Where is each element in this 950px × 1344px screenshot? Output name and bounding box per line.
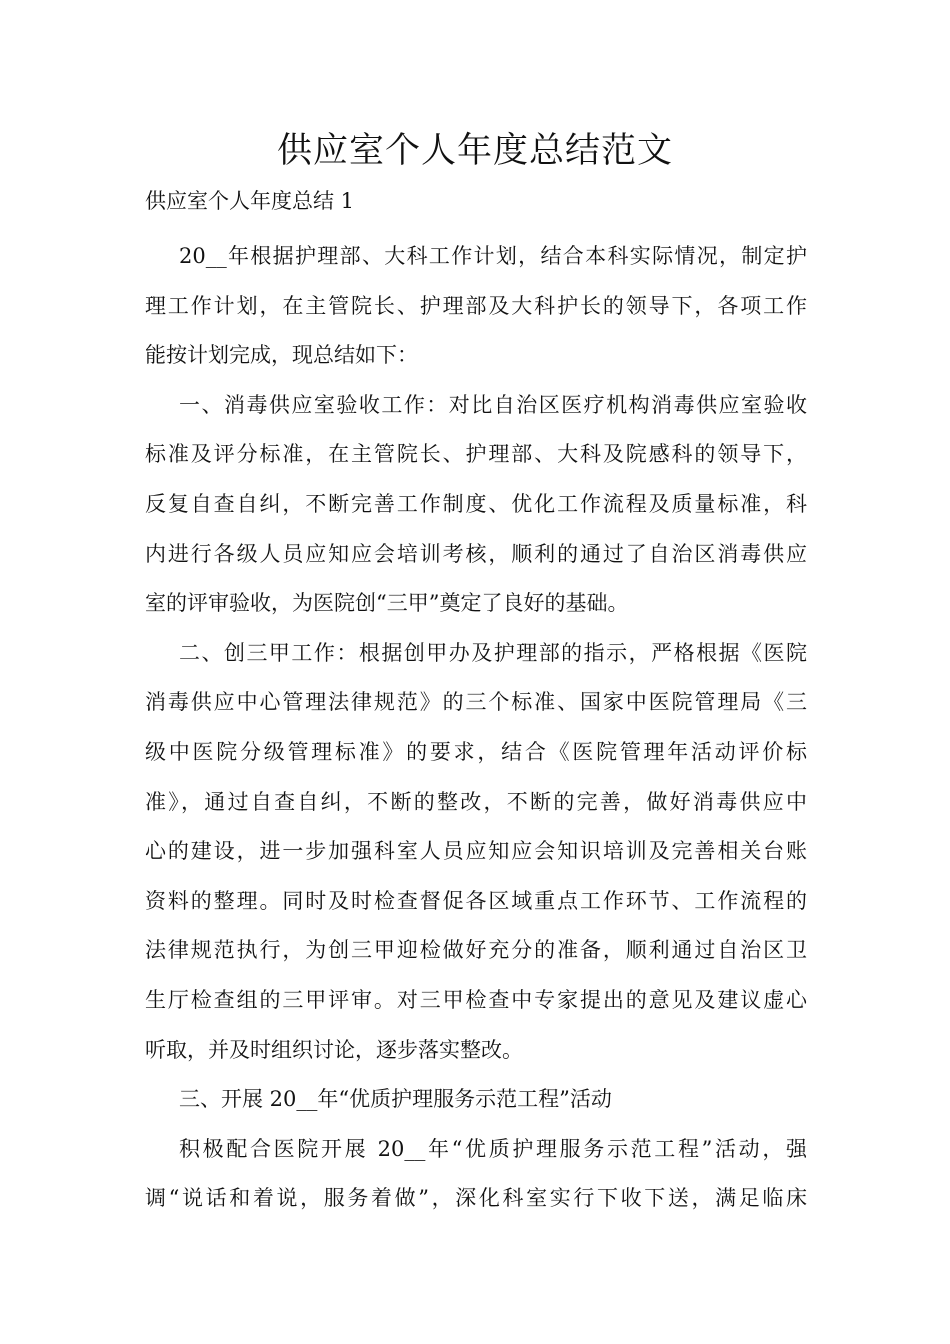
body-line: 消毒供应中心管理法律规范》的三个标准、国家中医院管理局《三 <box>145 690 807 715</box>
body-line: 心的建设，进一步加强科室人员应知应会知识培训及完善相关台账 <box>145 839 807 864</box>
body-line: 级中医院分级管理标准》的要求，结合《医院管理年活动评价标 <box>145 739 807 764</box>
body-line: 积极配合医院开展 20__年“优质护理服务示范工程”活动，强 <box>179 1136 807 1161</box>
body-line: 内进行各级人员应知应会培训考核，顺利的通过了自治区消毒供应 <box>145 541 807 566</box>
body-line: 资料的整理。同时及时检查督促各区域重点工作环节、工作流程的 <box>145 888 807 913</box>
body-line: 生厅检查组的三甲评审。对三甲检查中专家提出的意见及建议虚心 <box>145 987 807 1012</box>
body-line: 一、消毒供应室验收工作：对比自治区医疗机构消毒供应室验收 <box>179 392 807 417</box>
body-line: 三、开展 20__年“优质护理服务示范工程”活动 <box>179 1087 612 1112</box>
body-line: 室的评审验收，为医院创“三甲”奠定了良好的基础。 <box>145 591 629 616</box>
document-body <box>145 232 807 1224</box>
body-line: 标准及评分标准，在主管院长、护理部、大科及院感科的领导下， <box>145 442 807 467</box>
body-line: 调“说话和着说，服务着做”，深化科室实行下收下送，满足临床 <box>145 1186 807 1211</box>
body-line: 理工作计划，在主管院长、护理部及大科护长的领导下，各项工作 <box>145 293 807 318</box>
body-line: 能按计划完成，现总结如下： <box>145 343 418 368</box>
body-line: 反复自查自纠，不断完善工作制度、优化工作流程及质量标准，科 <box>145 491 807 516</box>
document-title: 供应室个人年度总结范文 <box>276 131 673 171</box>
body-line: 法律规范执行，为创三甲迎检做好充分的准备，顺利通过自治区卫 <box>145 938 807 963</box>
body-line: 听取，并及时组织讨论，逐步落实整改。 <box>145 1037 523 1062</box>
body-line: 20__年根据护理部、大科工作计划，结合本科实际情况，制定护 <box>179 244 807 268</box>
document-subtitle: 供应室个人年度总结 1 <box>145 189 355 213</box>
body-line: 准》，通过自查自纠，不断的整改，不断的完善，做好消毒供应中 <box>145 789 807 814</box>
body-line: 二、创三甲工作：根据创甲办及护理部的指示，严格根据《医院 <box>179 640 807 665</box>
